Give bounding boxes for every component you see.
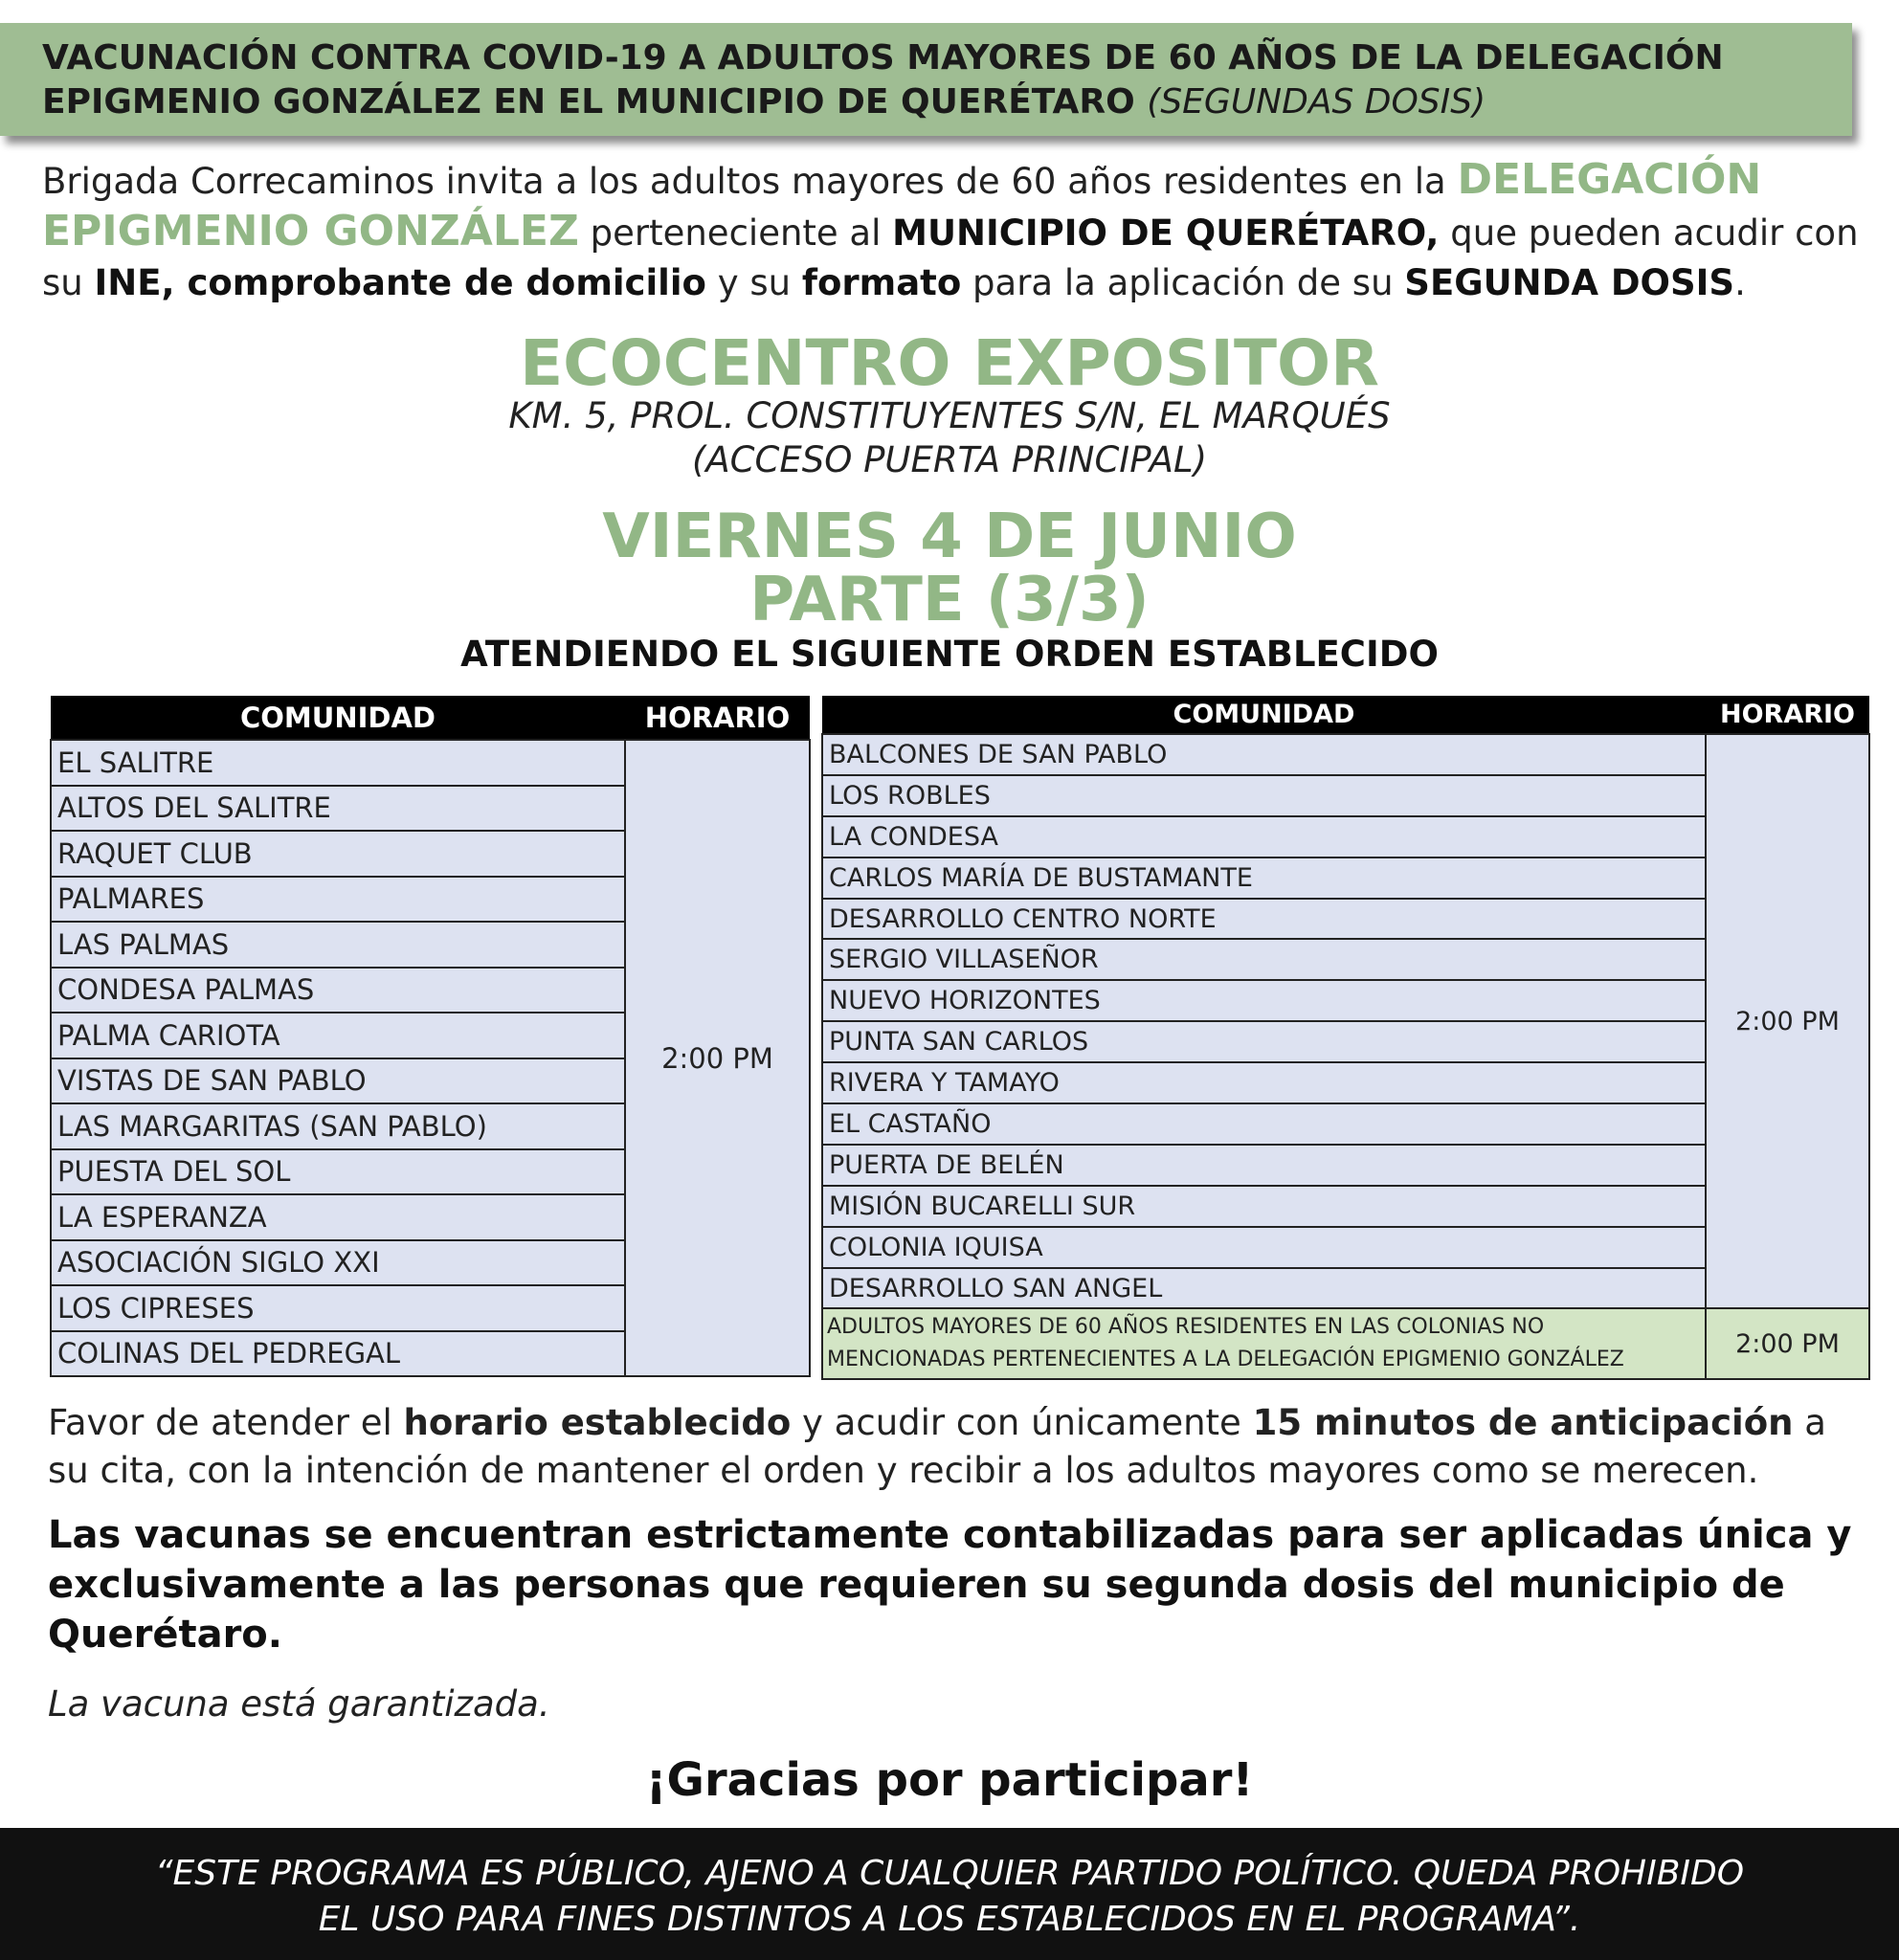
community-cell: RIVERA Y TAMAYO	[822, 1062, 1706, 1103]
community-cell: NUEVO HORIZONTES	[822, 980, 1706, 1021]
community-cell: CONDESA PALMAS	[51, 968, 625, 1013]
schedule-table-left	[50, 696, 811, 1377]
venue-address	[0, 394, 1899, 482]
notice-text-3: a su cita, con la intención de mantener el orden y recibir a los adultos mayores como se merecen.	[48, 1402, 1826, 1491]
community-cell: PALMARES	[51, 877, 625, 923]
community-cell: RAQUET CLUB	[51, 831, 625, 877]
notice-text-2: y acudir con únicamente	[791, 1402, 1253, 1443]
table-row	[822, 734, 1869, 775]
table-row	[51, 740, 810, 786]
note-line-2: MENCIONADAS PERTENECIENTES A LA DELEGACIÓN EPIGMENIO GONZÁLEZ	[827, 1348, 1624, 1372]
community-cell: LAS MARGARITAS (SAN PABLO)	[51, 1103, 625, 1149]
community-cell: VISTAS DE SAN PABLO	[51, 1058, 625, 1104]
community-cell: DESARROLLO CENTRO NORTE	[822, 899, 1706, 940]
intro-paragraph	[42, 155, 1861, 308]
time-cell: 2:00 PM	[1706, 734, 1869, 1308]
intro-segunda-dosis: SEGUNDA DOSIS	[1404, 262, 1735, 303]
intro-text-1: Brigada Correcaminos invita a los adultos mayores de 60 años residentes en la	[42, 161, 1458, 202]
intro-formato: formato	[801, 262, 962, 303]
notice-bold-2: 15 minutos de anticipación	[1252, 1402, 1794, 1443]
community-cell: COLONIA IQUISA	[822, 1227, 1706, 1268]
column-header-community: COMUNIDAD	[822, 696, 1706, 734]
column-header-time: HORARIO	[1706, 696, 1869, 734]
schedule-table-right	[821, 696, 1870, 1380]
column-header-community: COMUNIDAD	[51, 696, 625, 740]
event-day: VIERNES 4 DE JUNIO	[602, 501, 1297, 572]
intro-delegacion: DELEGACIÓN EPIGMENIO GONZÁLEZ	[42, 155, 1762, 256]
header-line-2	[42, 80, 1852, 124]
community-cell: ALTOS DEL SALITRE	[51, 786, 625, 832]
intro-text-6: .	[1734, 262, 1746, 303]
footer-line-1: “ESTE PROGRAMA ES PÚBLICO, AJENO A CUALQUIER PARTIDO POLÍTICO. QUEDA PROHIBIDO	[154, 1854, 1745, 1893]
table-header-row	[822, 696, 1869, 734]
header-line-2-text: EPIGMENIO GONZÁLEZ EN EL MUNICIPIO DE QUERÉTARO	[42, 82, 1135, 122]
event-date	[0, 501, 1899, 635]
community-cell: LAS PALMAS	[51, 922, 625, 968]
community-cell: COLINAS DEL PEDREGAL	[51, 1331, 625, 1377]
vaccine-warning: Las vacunas se encuentran estrictamente contabilizadas para ser aplicadas única y exclusivamente a las personas que requieren su segunda dosis del municipio de Querétaro.	[48, 1513, 1852, 1657]
header-dose: (SEGUNDAS DOSIS)	[1147, 82, 1486, 122]
community-cell: MISIÓN BUCARELLI SUR	[822, 1186, 1706, 1227]
intro-ine: INE, comprobante de domicilio	[94, 262, 706, 303]
community-cell: LA CONDESA	[822, 816, 1706, 858]
footer-disclaimer	[0, 1828, 1899, 1960]
header-banner	[0, 23, 1852, 136]
unlisted-colonies-note	[822, 1308, 1706, 1379]
table-header-row	[51, 696, 810, 740]
community-cell: ASOCIACIÓN SIGLO XXI	[51, 1240, 625, 1286]
venue-address-line-2: (ACCESO PUERTA PRINCIPAL)	[691, 439, 1208, 480]
community-cell: PUNTA SAN CARLOS	[822, 1021, 1706, 1062]
community-cell: LOS ROBLES	[822, 775, 1706, 816]
note-time-cell: 2:00 PM	[1706, 1308, 1869, 1379]
vaccine-guarantee: La vacuna está garantizada.	[48, 1683, 550, 1725]
intro-text-2: perteneciente al	[578, 212, 893, 254]
intro-municipio: MUNICIPIO DE QUERÉTARO,	[892, 212, 1440, 254]
intro-text-4: y su	[705, 262, 802, 303]
community-cell: EL SALITRE	[51, 740, 625, 786]
community-cell: PUERTA DE BELÉN	[822, 1145, 1706, 1186]
time-cell: 2:00 PM	[625, 740, 810, 1376]
schedule-notice	[48, 1399, 1866, 1495]
venue-address-line-1: KM. 5, PROL. CONSTITUYENTES S/N, EL MARQUÉS	[508, 395, 1391, 436]
intro-text-3: que pueden acudir con su	[42, 212, 1859, 303]
community-cell: CARLOS MARÍA DE BUSTAMANTE	[822, 858, 1706, 899]
community-cell: LA ESPERANZA	[51, 1194, 625, 1240]
community-cell: SERGIO VILLASEÑOR	[822, 939, 1706, 980]
notice-bold-1: horario establecido	[403, 1402, 792, 1443]
notice-text-1: Favor de atender el	[48, 1402, 404, 1443]
community-cell: DESARROLLO SAN ANGEL	[822, 1268, 1706, 1309]
header-line-1: VACUNACIÓN CONTRA COVID-19 A ADULTOS MAYORES DE 60 AÑOS DE LA DELEGACIÓN	[42, 38, 1724, 78]
footer-line-2: EL USO PARA FINES DISTINTOS A LOS ESTABLECIDOS EN EL PROGRAMA”.	[318, 1900, 1581, 1939]
venue-name: ECOCENTRO EXPOSITOR	[520, 326, 1379, 400]
community-cell: LOS CIPRESES	[51, 1285, 625, 1331]
thanks-message: ¡Gracias por participar!	[645, 1753, 1254, 1807]
community-cell: EL CASTAÑO	[822, 1103, 1706, 1145]
table-row-note	[822, 1308, 1869, 1379]
column-header-time: HORARIO	[625, 696, 810, 740]
event-part: PARTE (3/3)	[749, 565, 1150, 635]
community-cell: BALCONES DE SAN PABLO	[822, 734, 1706, 775]
order-label: ATENDIENDO EL SIGUIENTE ORDEN ESTABLECIDO	[460, 634, 1439, 675]
community-cell: PUESTA DEL SOL	[51, 1149, 625, 1195]
intro-text-5: para la aplicación de su	[961, 262, 1405, 303]
community-cell: PALMA CARIOTA	[51, 1013, 625, 1058]
note-line-1: ADULTOS MAYORES DE 60 AÑOS RESIDENTES EN LAS COLONIAS NO	[827, 1315, 1545, 1340]
